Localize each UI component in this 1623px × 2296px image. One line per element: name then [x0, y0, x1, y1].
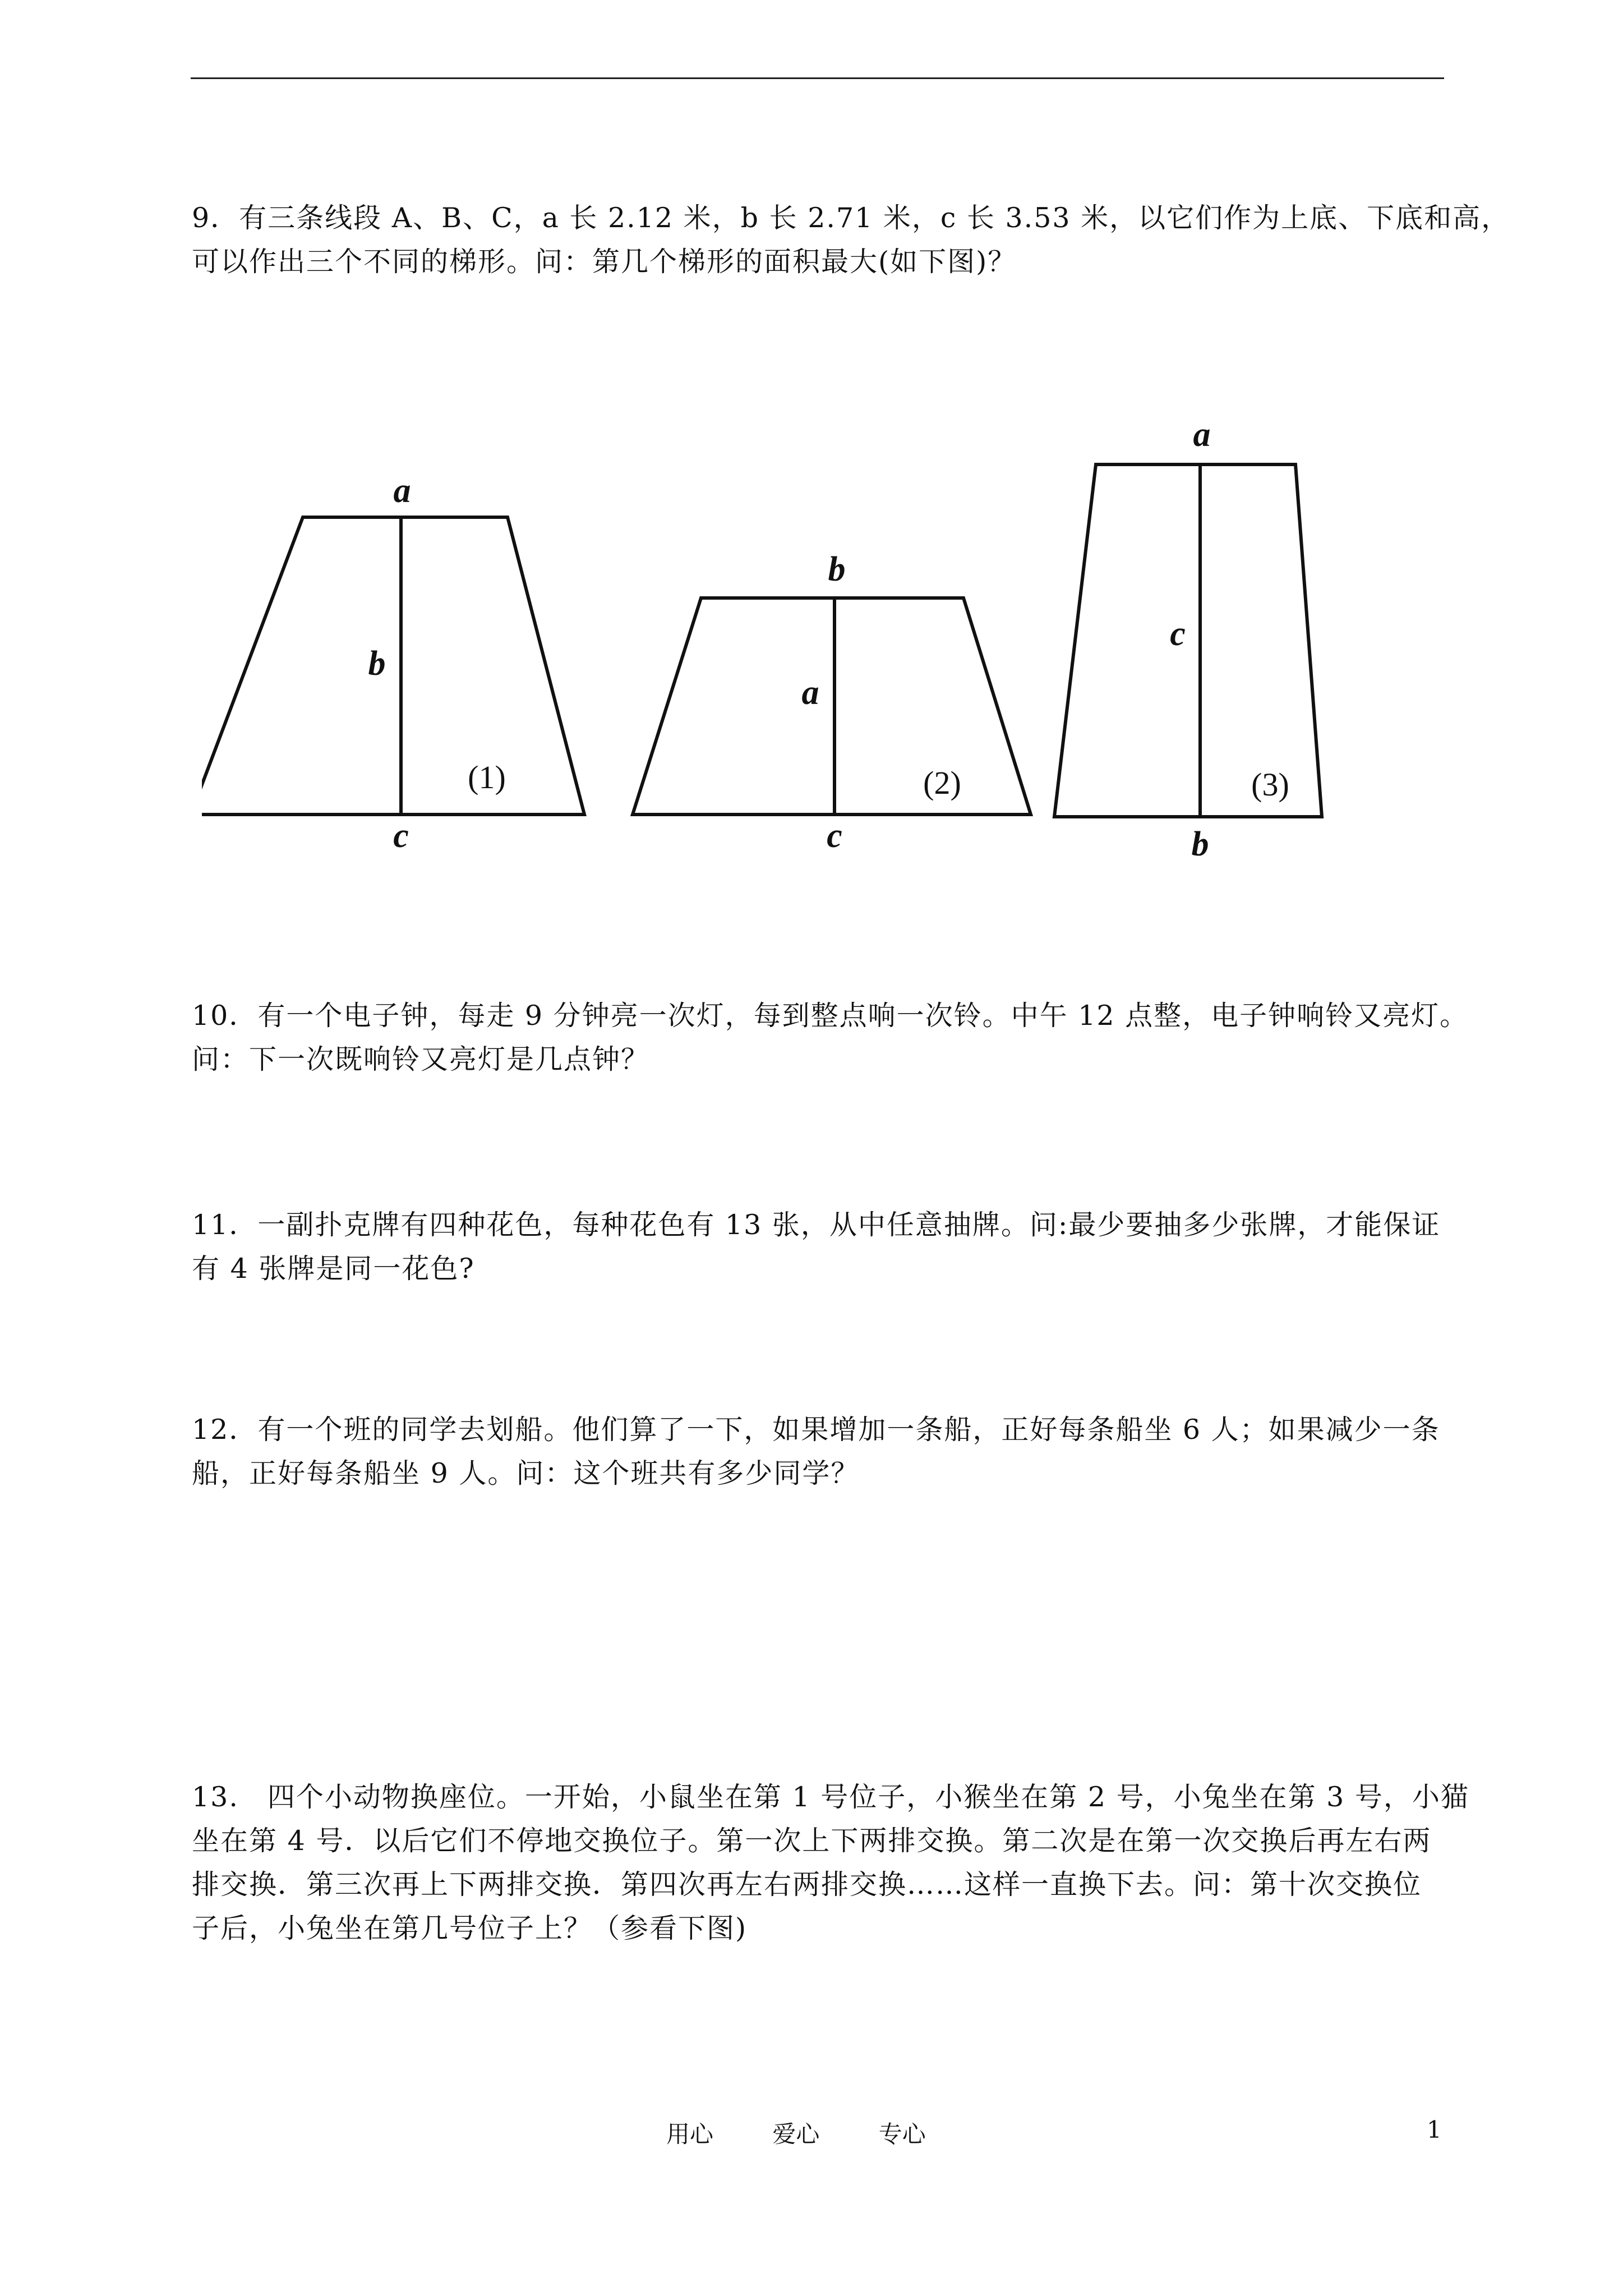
question-12 [192, 1408, 1448, 1496]
question-13 [192, 1775, 1469, 1950]
trapezoid-3-top-label: a [1193, 416, 1211, 454]
trapezoid-figure [202, 393, 1391, 875]
question-line: 11．一副扑克牌有四种花色，每种花色有 13 张，从中任意抽牌。问:最少要抽多少张牌，才能保证 [192, 1209, 1441, 1241]
trapezoid-1-number: (1) [468, 759, 506, 795]
question-line: 10．有一个电子钟，每走 9 分钟亮一次灯，每到整点响一次铃。中午 12 点整，电子钟响铃又亮灯。 [192, 1000, 1469, 1032]
trapezoid-2-height-label: a [801, 674, 819, 712]
question-10 [192, 994, 1469, 1082]
trapezoid-2-number: (2) [923, 765, 961, 801]
question-line: 13. 四个小动物换座位。一开始，小鼠坐在第 1 号位子，小猴坐在第 2 号，小兔坐在第 3 号，小猫 [192, 1781, 1469, 1813]
trapezoid-1 [202, 517, 584, 815]
question-line: 排交换．第三次再上下两排交换．第四次再左右两排交换……这样一直换下去。问：第十次交换位 [192, 1869, 1422, 1901]
footer-mottos [666, 2116, 978, 2150]
trapezoid-2 [633, 598, 1031, 815]
footer-motto: 专心 [878, 2120, 926, 2148]
footer-motto: 爱心 [772, 2120, 820, 2148]
trapezoid-3 [1054, 464, 1322, 817]
question-line: 坐在第 4 号．以后它们不停地交换位子。第一次上下两排交换。第二次是在第一次交换后再左右两 [192, 1825, 1432, 1857]
trapezoid-3-number: (3) [1251, 766, 1289, 803]
question-line: 9．有三条线段 A、B、C，a 长 2.12 米，b 长 2.71 米，c 长 3.53 米，以它们作为上底、下底和高， [192, 202, 1510, 234]
trapezoid-2-top-label: b [828, 550, 846, 588]
question-9 [192, 196, 1510, 284]
question-11 [192, 1203, 1448, 1291]
question-line: 子后，小兔坐在第几号位子上？（参看下图) [192, 1912, 748, 1944]
trapezoid-3-bottom-label: b [1191, 825, 1209, 863]
trapezoid-2-bottom-label: c [827, 817, 842, 855]
header-rule [191, 77, 1444, 79]
question-line: 有 4 张牌是同一花色? [192, 1253, 475, 1285]
trapezoid-1-top-label: a [393, 472, 411, 510]
question-line: 问：下一次既响铃又亮灯是几点钟？ [192, 1043, 650, 1075]
footer-motto: 用心 [666, 2120, 714, 2148]
page-number: 1 [1427, 2116, 1442, 2143]
question-line: 12．有一个班的同学去划船。他们算了一下，如果增加一条船，正好每条船坐 6 人；如果减少一条 [192, 1414, 1440, 1446]
question-line: 可以作出三个不同的梯形。问：第几个梯形的面积最大(如下图)？ [192, 246, 1017, 278]
question-line: 船，正好每条船坐 9 人。问：这个班共有多少同学？ [192, 1457, 860, 1489]
trapezoid-1-bottom-label: c [393, 817, 409, 855]
trapezoid-3-height-label: c [1170, 615, 1186, 653]
trapezoid-1-height-label: b [368, 645, 386, 683]
